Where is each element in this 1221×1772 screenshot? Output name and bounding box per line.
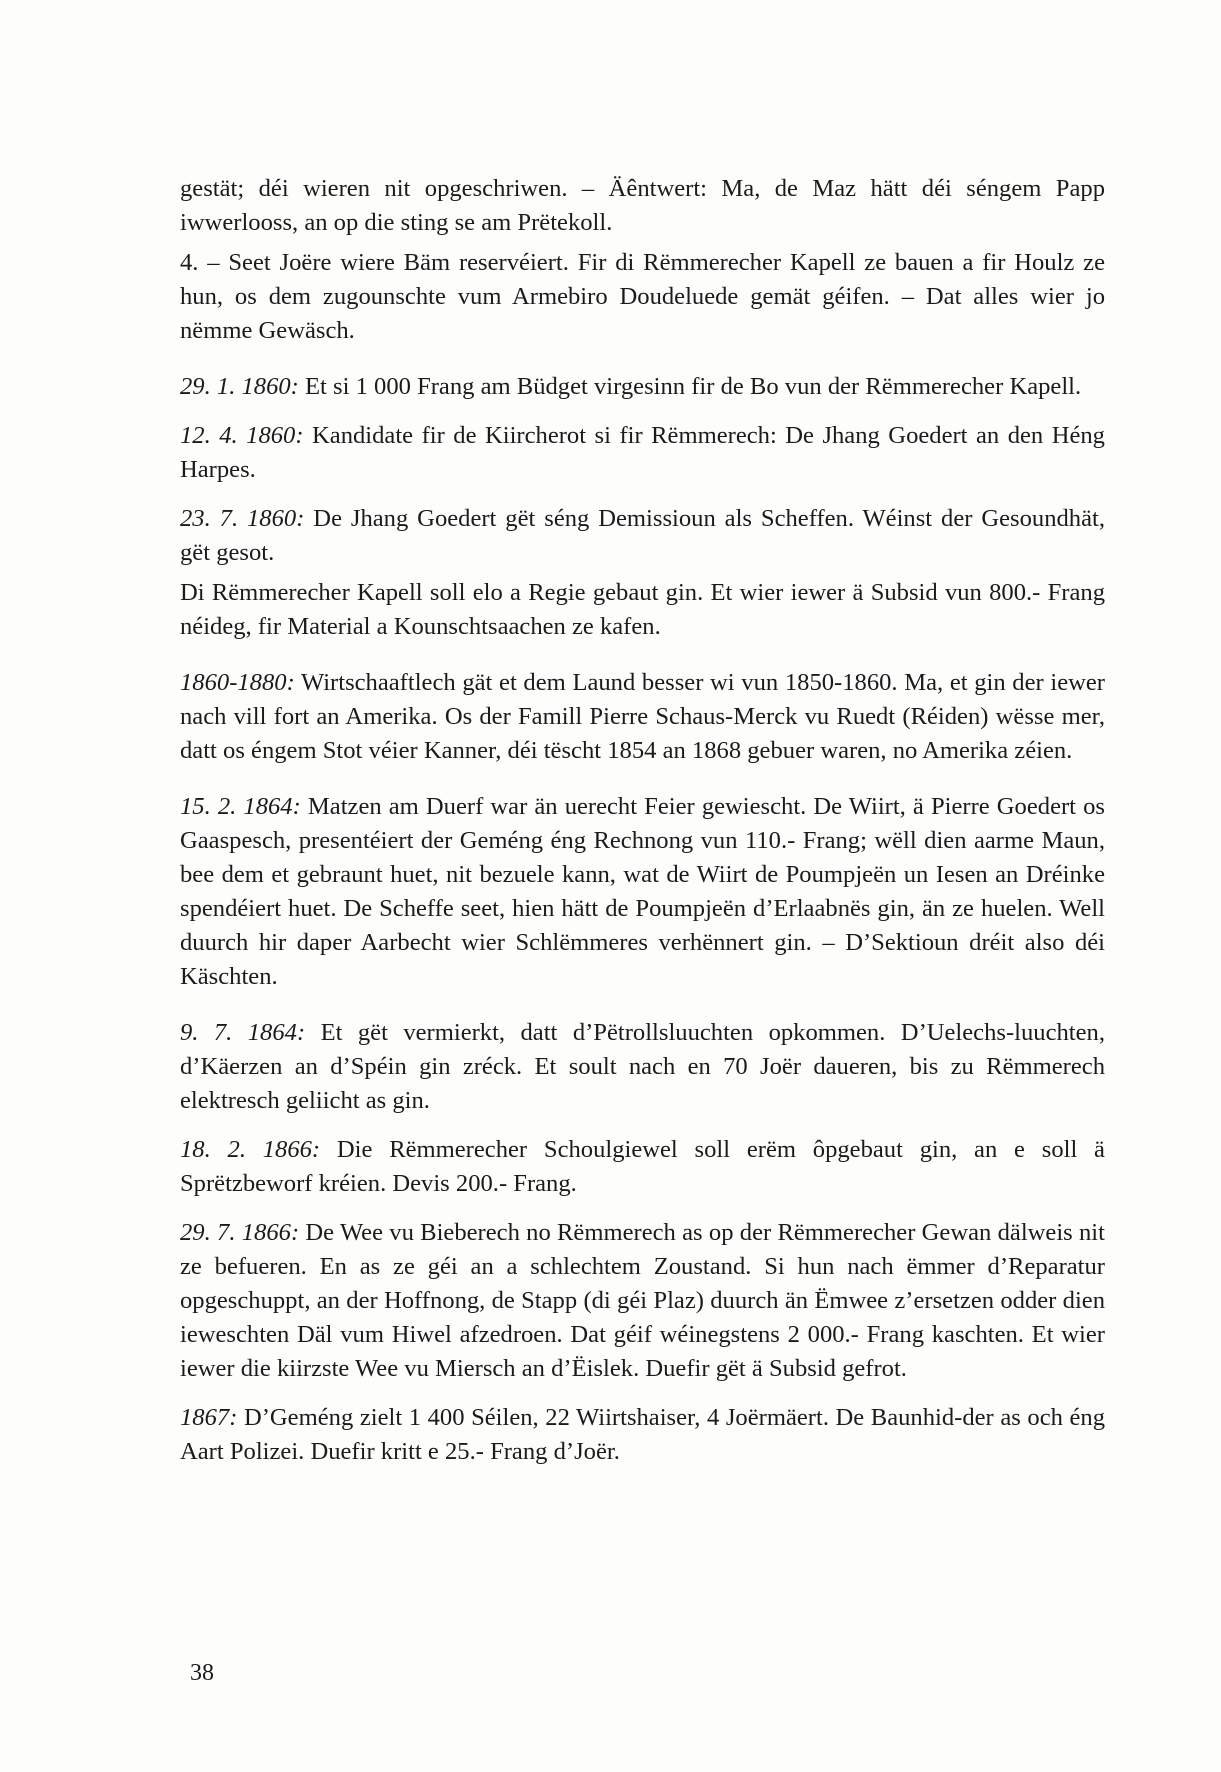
paragraph-text: Et si 1 000 Frang am Büdget virgesinn fir de Bo vun der Rëmmerecher Kapell. bbox=[298, 373, 1082, 400]
paragraph bbox=[180, 370, 1105, 404]
paragraph-text: 4. – Seet Joëre wiere Bäm reservéiert. Fir di Rëmmerecher Kapell ze bauen a fir Houlz ze hun, os dem zugounschte vum Armebiro Doudeluede gemät géifen. – Dat alles wier jo nëmme Gewäsch. bbox=[180, 249, 1105, 344]
paragraph bbox=[180, 576, 1105, 644]
paragraph-date: 1860-1880: bbox=[180, 669, 295, 696]
paragraph-date: 29. 7. 1866: bbox=[180, 1219, 300, 1246]
paragraph-text: De Jhang Goedert gët séng Demissioun als Scheffen. Wéinst der Gesoundhät, gët gesot. bbox=[180, 505, 1105, 566]
paragraph-text: gestät; déi wieren nit opgeschriwen. – Äêntwert: Ma, de Maz hätt déi séngem Papp iwwerlooss, an op die sting se am Prëtekoll. bbox=[180, 175, 1105, 236]
paragraph-date: 29. 1. 1860: bbox=[180, 373, 299, 400]
paragraph-date: 18. 2. 1866: bbox=[180, 1136, 321, 1163]
page-number: 38 bbox=[190, 1660, 214, 1686]
paragraph-text: Di Rëmmerecher Kapell soll elo a Regie gebaut gin. Et wier iewer ä Subsid vun 800.- Frang néideg, fir Material a Kounschtsaachen ze kafen. bbox=[180, 579, 1105, 640]
paragraph bbox=[180, 246, 1105, 348]
paragraph-text: Matzen am Duerf war än uerecht Feier gewiescht. De Wiirt, ä Pierre Goedert os Gaaspesch, presentéiert der Geméng éng Rechnong vun 110.- Frang; wëll dien aarme Maun, bee dem et gebraunt huet, nit bezuele kann, wat de Wiirt de Poumpjeën un Iesen an Dréinke spendéiert huet. De Scheffe seet, hien hätt de Poumpjeën d’Erlaabnës gin, än ze huelen. Well duurch hir daper Aarbecht wier Schlëmmeres verhënnert gin. – D’Sektioun dréit also déi Käschten. bbox=[180, 793, 1105, 990]
paragraph-date: 1867: bbox=[180, 1404, 238, 1431]
paragraph bbox=[180, 790, 1105, 994]
paragraph bbox=[180, 666, 1105, 768]
paragraph bbox=[180, 1133, 1105, 1201]
text-body bbox=[180, 172, 1105, 1484]
paragraph bbox=[180, 1401, 1105, 1469]
paragraph-text: Wirtschaaftlech gät et dem Laund besser wi vun 1850-1860. Ma, et gin der iewer nach vill fort an Amerika. Os der Famill Pierre Schaus-Merck vu Ruedt (Réiden) wësse mer, datt os éngem Stot véier Kanner, déi tëscht 1854 an 1868 gebuer waren, no Amerika zéien. bbox=[180, 669, 1105, 764]
paragraph bbox=[180, 419, 1105, 487]
paragraph-date: 9. 7. 1864: bbox=[180, 1019, 306, 1046]
paragraph bbox=[180, 502, 1105, 570]
paragraph bbox=[180, 172, 1105, 240]
paragraph bbox=[180, 1216, 1105, 1386]
paragraph-text: Die Rëmmerecher Schoulgiewel soll erëm ôpgebaut gin, an e soll ä Sprëtzbeworf kréien. Devis 200.- Frang. bbox=[180, 1136, 1105, 1197]
paragraph-date: 23. 7. 1860: bbox=[180, 505, 305, 532]
paragraph-text: Et gët vermierkt, datt d’Pëtrollsluuchten opkommen. D’Uelechs-luuchten, d’Käerzen an d’Spéin gin zréck. Et soult nach en 70 Joër daueren, bis zu Rëmmerech elektresch geliicht as gin. bbox=[180, 1019, 1105, 1114]
paragraph-date: 15. 2. 1864: bbox=[180, 793, 301, 820]
paragraph-text: Kandidate fir de Kiircherot si fir Rëmmerech: De Jhang Goedert an den Héng Harpes. bbox=[180, 422, 1105, 483]
paragraph-date: 12. 4. 1860: bbox=[180, 422, 304, 449]
paragraph-text: De Wee vu Bieberech no Rëmmerech as op der Rëmmerecher Gewan dälweis nit ze befueren. En as ze géi an a schlechtem Zoustand. Si hun nach ëmmer d’Reparatur opgeschuppt, an der Hoffnong, de Stapp (di géi Plaz) duurch än Ëmwee z’ersetzen odder dien ieweschten Däl vum Hiwel afzedroen. Dat géif wéinegstens 2 000.- Frang kaschten. Et wier iewer die kiirzste Wee vu Miersch an d’Ëislek. Duefir gët ä Subsid gefrot. bbox=[180, 1219, 1105, 1382]
paragraph bbox=[180, 1016, 1105, 1118]
paragraph-text: D’Geméng zielt 1 400 Séilen, 22 Wiirtshaiser, 4 Joërmäert. De Baunhid-der as och éng Aart Polizei. Duefir kritt e 25.- Frang d’Joër. bbox=[180, 1404, 1105, 1465]
